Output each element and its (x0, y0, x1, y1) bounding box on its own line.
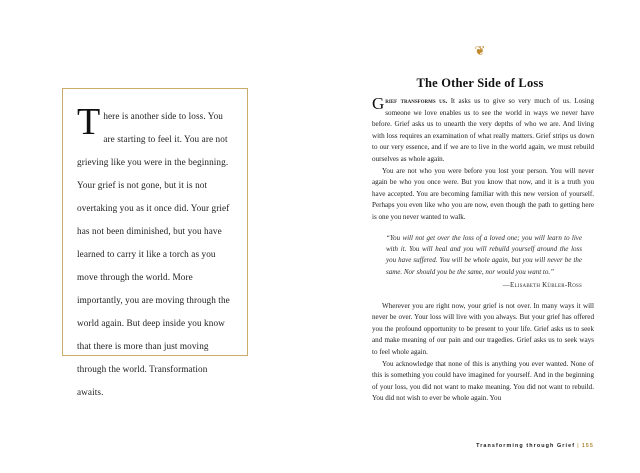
pull-quote-body: here is another side to loss. You are starting to feel it. You are not grieving like you were in the beginning. Your grief is not gone, but it is not overtaking you as it once did. Your grief has not been diminished, but you have learned to carry it like a torch as you move through the world. More importantly, you are moving through the world again. But deep inside you know that there is more than just moving through the world. Transformation awaits. (77, 111, 230, 397)
paragraph-fourth: You acknowledge that none of this is anything you ever wanted. None of this is something you could have imagined for yourself. And in the beginning of your loss, you did not want to make meaning. You did not want to rebuild. You did not wish to ever be whole again. You (372, 359, 594, 403)
paragraph-opening (372, 96, 594, 166)
page-number: 155 (581, 443, 594, 449)
pull-quote-dropcap: T (77, 101, 101, 143)
blockquote-attribution: —Elisabeth Kübler-Ross (502, 281, 582, 290)
paragraph-second: You are not who you were before you lost your person. You will never again be who you once were. But you know that now, and it is a truth you have accepted. You are becoming familiar with this new version of yourself. Perhaps you even like who you are now, even though the path to getting here is one you never wanted to walk. (372, 166, 594, 221)
paragraph-third: Wherever you are right now, your grief is not over. In many ways it will never be over. Your loss will live with you always. But your grief has offered you the profound opportunity to be present to your life. Grief asks us to seek and make meaning of our pain and our tragedies. Grief asks us to seek ways to feel whole again. (372, 301, 594, 356)
blockquote-text: “You will not get over the loss of a loved one; you will learn to live with it. You will heal and you will rebuild yourself around the loss you have suffered. You will be whole again, but you will never be the same. Nor should you be the same, nor would you want to.” (386, 233, 582, 276)
ornament-icon: ❦ (474, 43, 486, 58)
lead-phrase: rief transforms us. (385, 97, 448, 105)
page-title: The Other Side of Loss (416, 76, 544, 91)
page-footer (476, 443, 594, 449)
body-dropcap: G (372, 94, 385, 113)
right-page (320, 0, 640, 473)
blockquote (386, 233, 582, 292)
pull-quote-text (77, 101, 233, 404)
paragraph-text: It asks us to give so very much of us. Losing someone we love enables us to see the world in ways we never have before. Grief asks us to unearth the very depths of who we are. And living with loss requires an examination of what really matters. Grief strips us down to our very essence, and if we are to live in the world again, we must rebuild ourselves as whole again. (372, 97, 594, 163)
footer-separator: | (577, 443, 580, 449)
pull-quote-box (62, 88, 248, 397)
running-head: Transforming through Grief (476, 443, 576, 449)
body-column (372, 96, 594, 405)
